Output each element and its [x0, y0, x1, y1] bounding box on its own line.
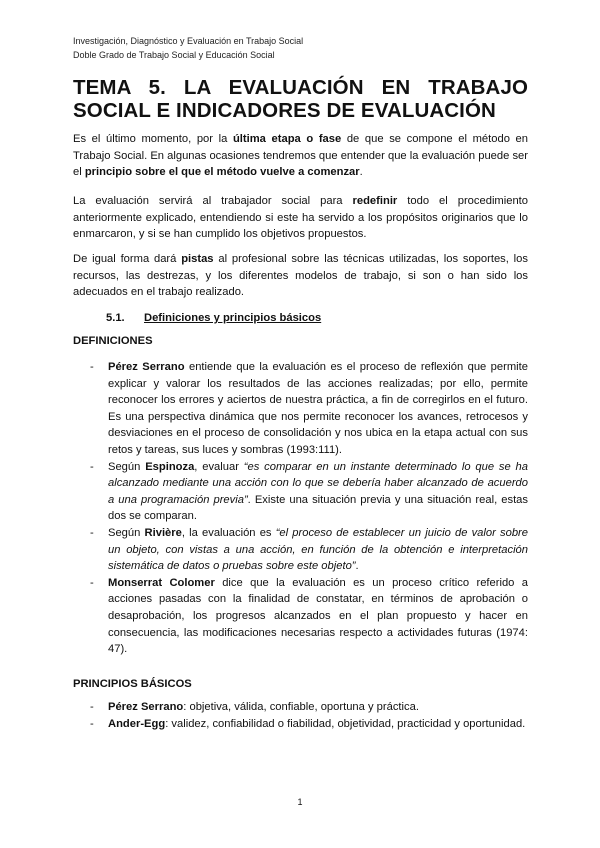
- bullet-dash: -: [90, 526, 94, 539]
- text-run: al profesional sobre las técnicas utilizadas, los soportes, los recursos, las destrezas, y los diferentes modelos de trabajo, si son o han sido los adecuados en el trabajo realizado.: [73, 253, 528, 299]
- principios-list: [90, 699, 528, 732]
- text-run: entiende que la evaluación es el proceso de reflexión que permite explicar y valorar los resultados de las acciones realizadas; por ello, permite reconocer los errores y aciertos de nuestra práctica, a fin de corregirlos en el futuro. Es una perspectiva dinámica que nos permite reconocer los avances, retrocesos y desviaciones en el proceso de consolidación y nos ubica en la etapa actual con sus retos y tareas, sus luces y sombras (1993:111).: [108, 361, 528, 456]
- text-run: .: [355, 560, 359, 573]
- principios-heading: PRINCIPIOS BÁSICOS: [73, 678, 192, 690]
- text-run: : objetiva, válida, confiable, oportuna y práctica.: [183, 701, 419, 713]
- title-line-2: SOCIAL E INDICADORES DE EVALUACIÓN: [73, 99, 496, 122]
- text-run: La evaluación servirá al trabajador social para: [73, 195, 353, 207]
- text-run: Según: [108, 460, 146, 473]
- text-run: dice que la evaluación es un proceso crítico referido a acciones pasadas con la finalidad de constatar, en términos de aprobación o desaprobación, los progresos alcanzados en el plan propuesto y hacer en consecuencia, las modificaciones necesarias respecto a actividades futuras (1974: 47).: [108, 576, 528, 656]
- list-item: [90, 699, 528, 716]
- bullet-dash: -: [90, 717, 94, 730]
- text-run: Según: [108, 526, 145, 539]
- quote-text-run: “es comparar en un instante determinado lo que se ha alcanzado mediante una acción con lo que se debería haber alcanzado de acuerdo a una programación previa”: [108, 460, 528, 506]
- text-run: de que se compone el método en Trabajo Social. En algunas ocasiones tendremos que entender que la evaluación puede ser el: [73, 133, 528, 179]
- section-number: 5.1.: [106, 312, 125, 324]
- intro-paragraph-3: [73, 251, 528, 301]
- list-item: [90, 459, 528, 525]
- intro-paragraph-2: [73, 193, 528, 243]
- list-item: [90, 716, 528, 733]
- bold-text-run: principio sobre el que el método vuelve a comenzar: [84, 166, 360, 179]
- definiciones-list: [90, 359, 528, 658]
- page-number: 1: [297, 797, 303, 807]
- text-run: Es el último momento, por la: [73, 133, 233, 145]
- list-item: [90, 575, 528, 658]
- bold-text-run: pistas: [181, 253, 214, 265]
- bold-text-run: última etapa o fase: [232, 133, 342, 145]
- page-title: [73, 76, 528, 122]
- definiciones-heading: DEFINICIONES: [73, 335, 153, 347]
- list-item: [90, 525, 528, 575]
- running-header-degree: Doble Grado de Trabajo Social y Educación Social: [73, 50, 275, 60]
- bold-text-run: Ander-Egg: [108, 717, 166, 730]
- bold-text-run: Monserrat Colomer: [108, 576, 215, 589]
- bold-text-run: redefinir: [352, 195, 398, 207]
- text-run: , evaluar: [194, 460, 244, 473]
- intro-paragraph-1: [73, 131, 528, 181]
- bold-text-run: Pérez Serrano: [108, 701, 184, 713]
- bold-text-run: Rivière: [144, 526, 182, 539]
- list-item: [90, 359, 528, 459]
- quote-text-run: “el proceso de establecer un juicio de valor sobre un objeto, con vistas a una acción, en función de la obtención e interpretación sistemática de datos o pruebas sobre este objeto”: [108, 526, 528, 573]
- bold-text-run: Pérez Serrano: [108, 361, 185, 373]
- text-run: , la evaluación es: [181, 526, 276, 539]
- text-run: .: [359, 166, 363, 179]
- running-header-course: Investigación, Diagnóstico y Evaluación en Trabajo Social: [73, 36, 304, 46]
- section-title: Definiciones y principios básicos: [144, 312, 322, 324]
- bullet-dash: -: [90, 701, 94, 713]
- bullet-dash: -: [90, 361, 94, 373]
- bullet-dash: -: [90, 576, 94, 589]
- text-run: : validez, confiabilidad o fiabilidad, objetividad, practicidad y oportunidad.: [165, 717, 526, 730]
- title-line-1: TEMA 5. LA EVALUACIÓN EN TRABAJO: [73, 76, 528, 99]
- bullet-dash: -: [90, 460, 94, 473]
- text-run: todo el procedimiento anteriormente explicado, entendiendo si este ha servido a los propósitos originarios que lo enmarcaron, y si se han cumplido los objetivos propuestos.: [73, 195, 529, 241]
- text-run: . Existe una situación previa y una situación real, estas dos se comparan.: [108, 493, 528, 523]
- section-heading: [106, 310, 321, 326]
- text-run: De igual forma dará: [73, 253, 182, 265]
- bold-text-run: Espinoza: [145, 460, 195, 473]
